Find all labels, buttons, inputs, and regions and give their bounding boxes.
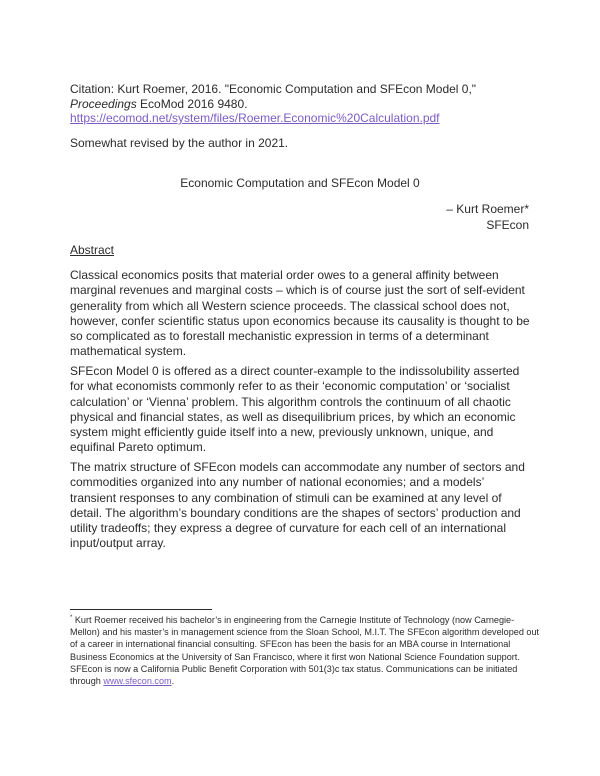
revision-note: Somewhat revised by the author in 2021. (70, 136, 289, 150)
author-name: – Kurt Roemer* (446, 202, 529, 216)
author-block (446, 201, 529, 233)
citation-url-link[interactable]: https://ecomod.net/system/files/Roemer.Economic%20Calculation.pdf (70, 111, 440, 125)
abstract-paragraph-1: Classical economics posits that material order owes to a general affinity between marginal revenues and marginal costs – which is of course just the sort of self-evident generality from which all Western science proceeds. The classical school does not, however, confer scientific status upon economics because its causality is thought to be so complicated as to forestall mechanistic expression in terms of a determinant mathematical system. (70, 268, 530, 359)
footnote-website-link[interactable]: www.sfecon.com (103, 676, 172, 687)
abstract-paragraph-3: The matrix structure of SFEcon models can accommodate any number of sectors and commodities organized into any number of national economies; and a models’ transient responses to any combination of stimuli can be examined at any level of detail. The algorithm’s boundary conditions are the shapes of sectors’ production and utility tradeoffs; they express a degree of curvature for each cell of an international input/output array. (70, 460, 525, 551)
footnote-marker: * (70, 615, 73, 621)
footnote-divider (70, 609, 212, 610)
footnote-text: Kurt Roemer received his bachelor’s in engineering from the Carnegie Institute of Technology (now Carnegie-Mellon) and his master’s in management science from the Sloan School, M.I.T. The SFEcon algorithm developed out of a career in international financial consulting. SFEcon has been the basis for an MBA course in International Business Economics at the University of San Francisco, where it first won National Science Foundation support. SFEcon is now a California Public Benefit Corporation with 501(3)c tax status. Communications can be initiated through (70, 615, 540, 687)
paper-title: Economic Computation and SFEcon Model 0 (180, 176, 420, 190)
citation-proceedings: Proceedings (70, 96, 137, 111)
footnote (70, 612, 540, 687)
author-affiliation: SFEcon (486, 218, 529, 232)
citation (70, 82, 540, 126)
abstract-paragraph-2: SFEcon Model 0 is offered as a direct counter-example to the indissolubility asserted for what economists commonly refer to as their ‘economic computation’ or ‘socialist calculation’ or ‘Vienna’ problem. This algorithm controls the continuum of all chaotic physical and financial states, as well as disequilibrium prices, by which an economic system might efficiently guide itself into a new, previously unknown, unique, and equifinal Pareto optimum. (70, 364, 520, 455)
footnote-end: . (171, 676, 175, 687)
citation-venue: EcoMod 2016 9480. (136, 96, 248, 111)
citation-line-1: Citation: Kurt Roemer, 2016. "Economic Computation and SFEcon Model 0," (70, 82, 477, 96)
citation-line-2 (70, 97, 540, 112)
abstract-heading: Abstract (70, 243, 115, 257)
